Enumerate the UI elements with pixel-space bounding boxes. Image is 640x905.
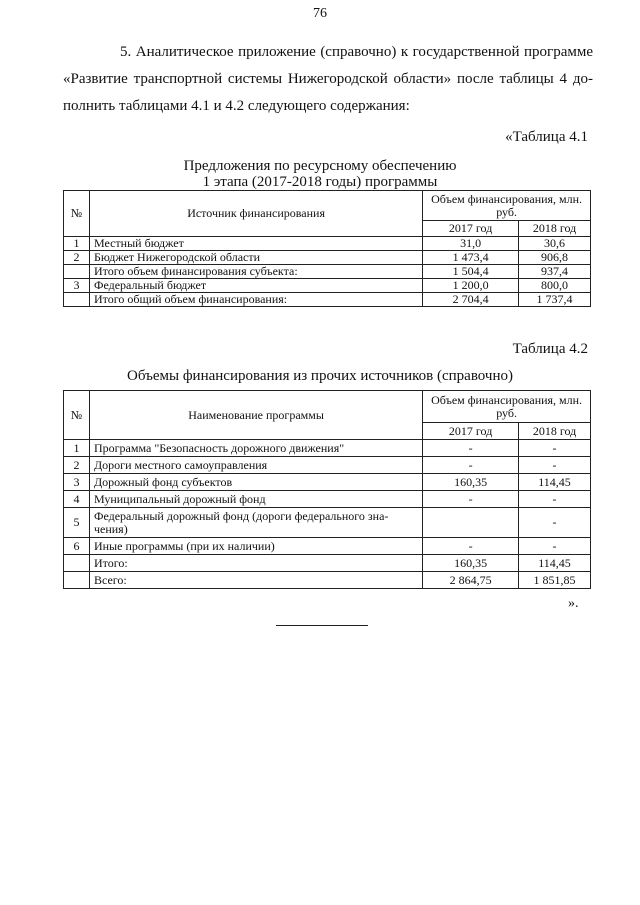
table1-header-source: Источник финансирования: [89, 191, 422, 237]
paragraph-word: Аналитическое: [135, 44, 234, 60]
table-row: [64, 279, 591, 293]
row-value-2018: -: [519, 440, 591, 457]
row-value-2017: 1 473,4: [423, 251, 519, 265]
table1-label: «Таблица 4.1: [505, 129, 588, 145]
row-value-2018: 937,4: [519, 265, 591, 279]
row-num: 3: [64, 474, 90, 491]
table2-label: Таблица 4.2: [512, 341, 588, 357]
table2-header-num: №: [64, 391, 90, 440]
table2-header-year1: 2017 год: [423, 423, 519, 440]
table1-caption-line1: Предложения по ресурсному обеспечению: [183, 158, 457, 174]
table1-caption-line2: 1 этапа (2017-2018 годы) программы: [202, 174, 438, 190]
row-value-2018: -: [519, 457, 591, 474]
row-value-2018: 906,8: [519, 251, 591, 265]
table2: [63, 390, 591, 589]
row-value-2018: -: [519, 538, 591, 555]
amendment-paragraph: [63, 39, 593, 120]
row-num: 2: [64, 457, 90, 474]
row-name: Бюджет Нижегородской области: [89, 251, 422, 265]
table-row: [64, 251, 591, 265]
paragraph-word: области»: [393, 71, 452, 87]
row-value-2017: 1 200,0: [423, 279, 519, 293]
paragraph-word: до-: [572, 71, 593, 87]
row-value-2017: 2 864,75: [423, 572, 519, 589]
paragraph-word: Нижегородской: [287, 71, 388, 87]
paragraph-word: 5.: [120, 44, 132, 60]
paragraph-line-2: [63, 66, 593, 93]
row-value-2017: [423, 508, 519, 538]
row-name: Иные программы (при их наличии): [89, 538, 422, 555]
row-name: Программа "Безопасность дорожного движения": [89, 440, 422, 457]
table2-header-program: Наименование программы: [89, 391, 422, 440]
table-row: [64, 474, 591, 491]
paragraph-word: приложение: [238, 44, 316, 60]
row-num: 5: [64, 508, 90, 538]
paragraph-word: к: [400, 44, 409, 60]
closing-quote: ».: [568, 596, 579, 611]
row-value-2017: 1 504,4: [423, 265, 519, 279]
row-value-2018: 1 737,4: [519, 293, 591, 307]
paragraph-word: после: [456, 71, 494, 87]
row-num: [64, 555, 90, 572]
row-num: 1: [64, 440, 90, 457]
separator-line: [276, 625, 368, 626]
row-value-2017: -: [423, 491, 519, 508]
table1-header-year2: 2018 год: [519, 221, 591, 237]
row-name: Дороги местного самоуправления: [89, 457, 422, 474]
paragraph-word: государственной: [412, 44, 520, 60]
paragraph-word: транспортной: [133, 71, 223, 87]
row-name: Итого общий объем финансирования:: [89, 293, 422, 307]
row-name: Муниципальный дорожный фонд: [89, 491, 422, 508]
page-number: 76: [313, 6, 327, 21]
row-value-2018: 1 851,85: [519, 572, 591, 589]
table2-header-year2: 2018 год: [519, 423, 591, 440]
table-row: [64, 440, 591, 457]
paragraph-line-3: полнить таблицами 4.1 и 4.2 следующего содержания:: [63, 98, 410, 114]
row-num: [64, 572, 90, 589]
table-row: [64, 572, 591, 589]
row-value-2017: 160,35: [423, 474, 519, 491]
row-num: 3: [64, 279, 90, 293]
row-value-2017: -: [423, 457, 519, 474]
row-value-2017: -: [423, 538, 519, 555]
table1: [63, 190, 591, 307]
row-num: 6: [64, 538, 90, 555]
row-num: 4: [64, 491, 90, 508]
row-name: Федеральный бюджет: [89, 279, 422, 293]
table-row: [64, 555, 591, 572]
row-value-2017: 31,0: [423, 237, 519, 251]
row-name: Итого объем финансирования субъекта:: [89, 265, 422, 279]
table-row: [64, 237, 591, 251]
table-row: [64, 293, 591, 307]
table2-caption: Объемы финансирования из прочих источников (справочно): [127, 368, 513, 384]
row-num: 2: [64, 251, 90, 265]
row-num: 1: [64, 237, 90, 251]
paragraph-word: (справочно): [320, 44, 397, 60]
paragraph-word: «Развитие: [63, 71, 128, 87]
row-name: Федеральный дорожный фонд (дороги федерального зна-чения): [89, 508, 422, 538]
paragraph-word: программе: [524, 44, 593, 60]
table1-header-num: №: [64, 191, 90, 237]
row-value-2018: -: [519, 491, 591, 508]
table-row: [64, 265, 591, 279]
row-num: [64, 265, 90, 279]
row-name: Местный бюджет: [89, 237, 422, 251]
row-value-2018: 114,45: [519, 555, 591, 572]
row-name: Итого:: [89, 555, 422, 572]
paragraph-word: системы: [227, 71, 283, 87]
table-row: [64, 491, 591, 508]
row-value-2018: 114,45: [519, 474, 591, 491]
paragraph-word: таблицы: [499, 71, 554, 87]
row-value-2018: -: [519, 508, 591, 538]
row-value-2017: 160,35: [423, 555, 519, 572]
row-value-2017: 2 704,4: [423, 293, 519, 307]
table-row: [64, 508, 591, 538]
row-name: Дорожный фонд субъектов: [89, 474, 422, 491]
table-row: [64, 538, 591, 555]
table-row: [64, 457, 591, 474]
paragraph-word: 4: [559, 71, 568, 87]
row-name: Всего:: [89, 572, 422, 589]
row-value-2018: 800,0: [519, 279, 591, 293]
row-num: [64, 293, 90, 307]
table2-header-volume: Объем финансирования, млн. руб.: [423, 391, 591, 423]
row-value-2017: -: [423, 440, 519, 457]
row-value-2018: 30,6: [519, 237, 591, 251]
paragraph-line-1: [63, 39, 593, 66]
table1-header-volume: Объем финансирования, млн. руб.: [423, 191, 591, 221]
table1-header-year1: 2017 год: [423, 221, 519, 237]
